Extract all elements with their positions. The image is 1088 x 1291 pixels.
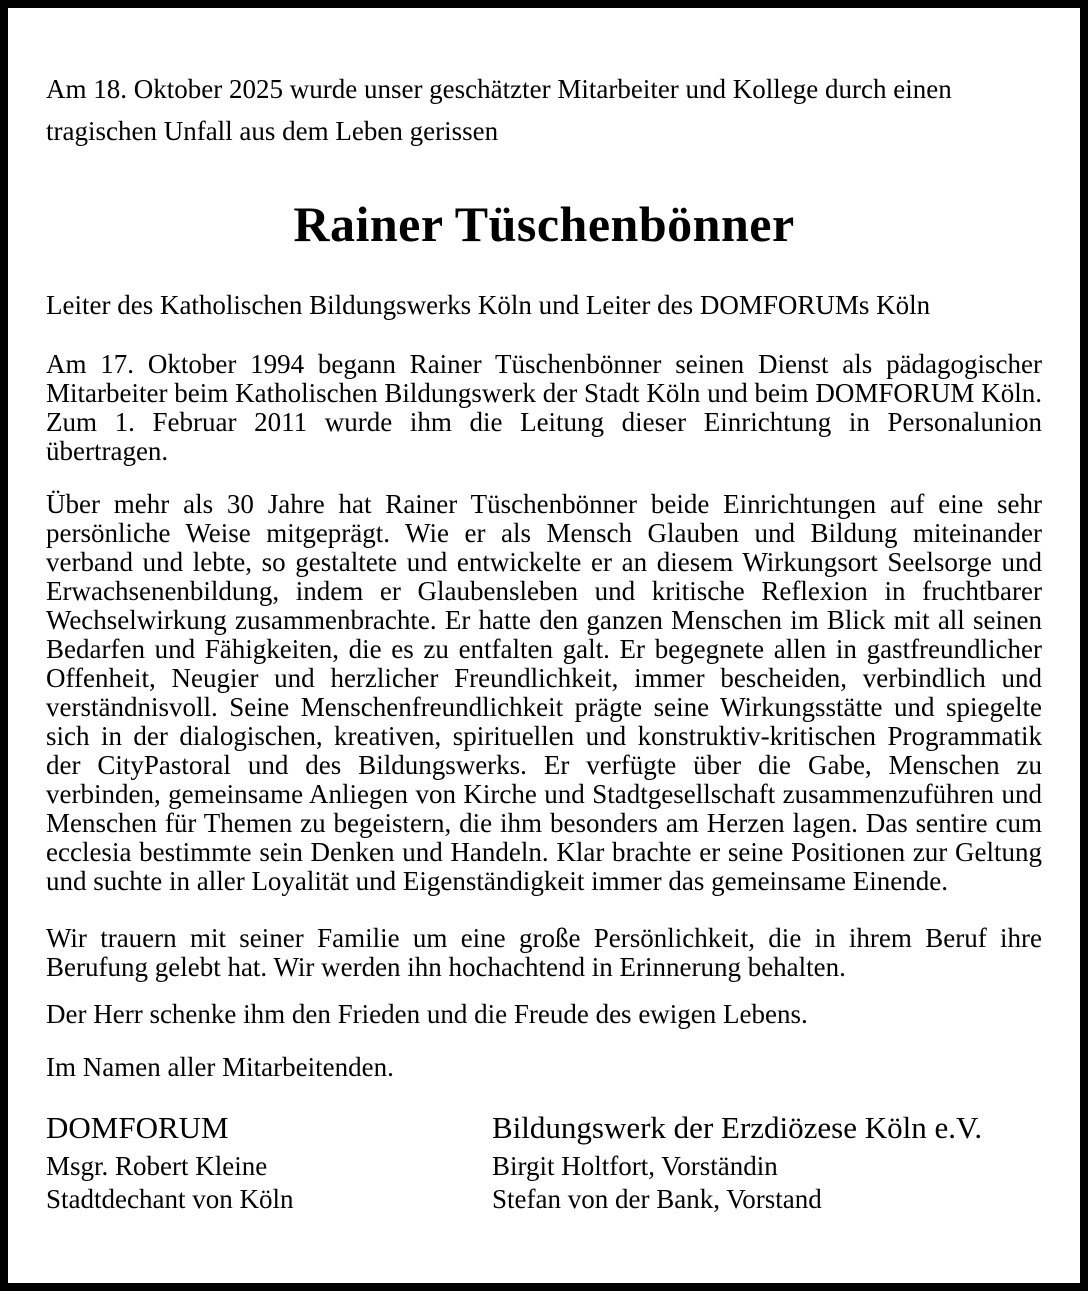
paragraph-blessing: Der Herr schenke ihm den Frieden und die Freude des ewigen Lebens.	[46, 999, 808, 1029]
paragraph-on-behalf: Im Namen aller Mitarbeitenden.	[46, 1052, 394, 1082]
signature-org-bildungswerk: Bildungswerk der Erzdiözese Köln e.V.	[492, 1110, 983, 1145]
signature-title-stadtdechant: Stadtdechant von Köln	[46, 1184, 294, 1214]
paragraph-service-history: Am 17. Oktober 1994 begann Rainer Tüschenbönner seinen Dienst als pädagogischer Mitarbeiter beim Katholischen Bildungswerk der Stadt Köln und beim DOMFORUM Köln. Zum 1. Februar 2011 wurde ihm die Leitung dieser Einrichtung in Personalunion übertragen.	[46, 349, 1042, 466]
signature-bildungswerk	[492, 1110, 1042, 1216]
signature-org-domforum: DOMFORUM	[46, 1110, 229, 1145]
role-line: Leiter des Katholischen Bildungswerks Köln und Leiter des DOMFORUMs Köln	[46, 290, 931, 320]
signature-name-birgit-holtfort: Birgit Holtfort, Vorständin	[492, 1151, 778, 1181]
signature-domforum	[46, 1110, 492, 1216]
signature-name-robert-kleine: Msgr. Robert Kleine	[46, 1151, 268, 1181]
deceased-name: Rainer Tüschenbönner	[293, 196, 795, 252]
paragraph-mourning: Wir trauern mit seiner Familie um eine große Persönlichkeit, die in ihrem Beruf ihre Berufung gelebt hat. Wir werden ihn hochachtend in Erinnerung behalten.	[46, 923, 1042, 982]
paragraph-tribute: Über mehr als 30 Jahre hat Rainer Tüschenbönner beide Einrichtungen auf eine sehr persönliche Weise mitgeprägt. Wie er als Mensch Glauben und Bildung miteinander verband und lebte, so gestaltete und entwickelte er an diesem Wirkungsort Seelsorge und Erwachsenenbildung, indem er Glaubensleben und kritische Reflexion in fruchtbarer Wechselwirkung zusammenbrachte. Er hatte den ganzen Menschen im Blick mit all seinen Bedarfen und Fähigkeiten, die es zu entfalten galt. Er begegnete allen in gastfreundlicher Offenheit, Neugier und herzlicher Freundlichkeit, immer bescheiden, verbindlich und verständnisvoll. Seine Menschenfreundlichkeit prägte seine Wirkungsstätte und spiegelte sich in der dialogischen, kreativen, spirituellen und konstruktiv-kritischen Programmatik der CityPastoral und des Bildungswerks. Er verfügte über die Gabe, Menschen zu verbinden, gemeinsame Anliegen von Kirche und Stadtgesellschaft zusammenzuführen und Menschen für Themen zu begeistern, die ihm besonders am Herzen lagen. Das sentire cum ecclesia bestimmte sein Denken und Handeln. Klar brachte er seine Positionen zur Geltung und suchte in aller Loyalität und Eigenständigkeit immer das gemeinsame Einende.	[46, 489, 1042, 896]
signature-block	[46, 1110, 1042, 1216]
intro-text: Am 18. Oktober 2025 wurde unser geschätzter Mitarbeiter und Kollege durch einen tragischen Unfall aus dem Leben gerissen	[46, 74, 952, 146]
signature-name-stefan-von-der-bank: Stefan von der Bank, Vorstand	[492, 1184, 822, 1214]
obituary-page	[8, 8, 1080, 1283]
